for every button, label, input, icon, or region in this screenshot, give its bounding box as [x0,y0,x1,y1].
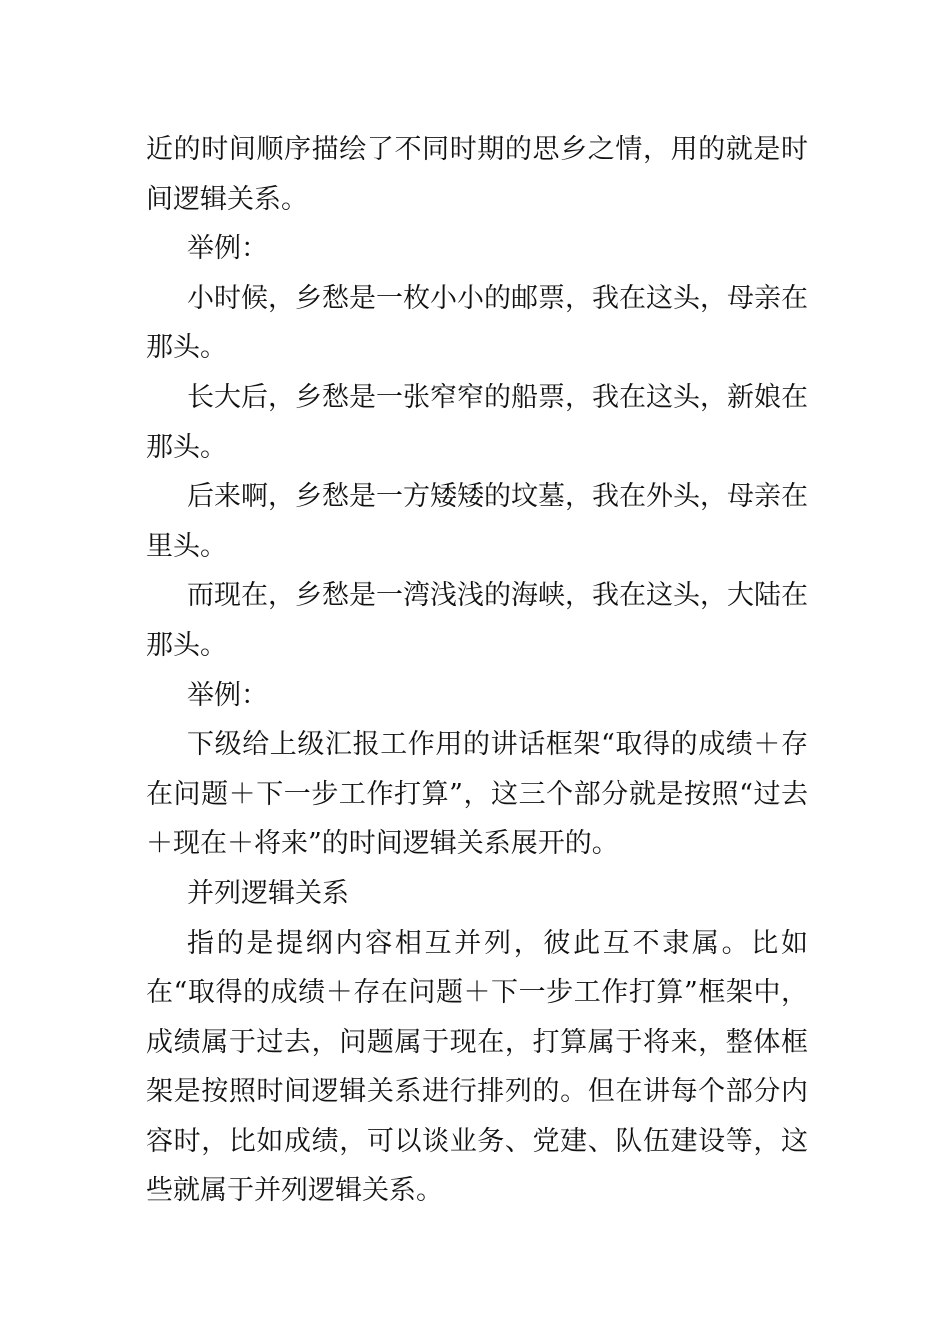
document-body [146,125,808,1216]
paragraph-example-label-2: 举例： [187,679,268,711]
paragraph-continuation: 近的时间顺序描绘了不同时期的思乡之情，用的就是时间逻辑关系。 [146,134,808,215]
paragraph-poem-line-4: 而现在，乡愁是一湾浅浅的海峡，我在这头，大陆在那头。 [146,580,808,661]
section-heading-parallel-logic: 并列逻辑关系 [187,877,349,909]
paragraph-poem-line-1: 小时候，乡愁是一枚小小的邮票，我在这头，母亲在那头。 [146,282,808,364]
paragraph-report-framework: 下级给上级汇报工作用的讲话框架“取得的成绩＋存在问题＋下一步工作打算”，这三个部分就是按照“过去＋现在＋将来”的时间逻辑关系展开的。 [146,729,808,860]
paragraph-parallel-logic-definition: 指的是提纲内容相互并列，彼此互不隶属。比如在“取得的成绩＋存在问题＋下一步工作打算”框架中，成绩属于过去，问题属于现在，打算属于将来，整体框架是按照时间逻辑关系进行排列的。但在讲每个部分内容时，比如成绩，可以谈业务、党建、队伍建设等，这些就属于并列逻辑关系。 [146,927,808,1207]
paragraph-poem-line-2: 长大后，乡愁是一张窄窄的船票，我在这头，新娘在那头。 [146,381,808,463]
paragraph-example-label: 举例： [187,233,268,265]
paragraph-poem-line-3: 后来啊，乡愁是一方矮矮的坟墓，我在外头，母亲在里头。 [146,481,808,562]
